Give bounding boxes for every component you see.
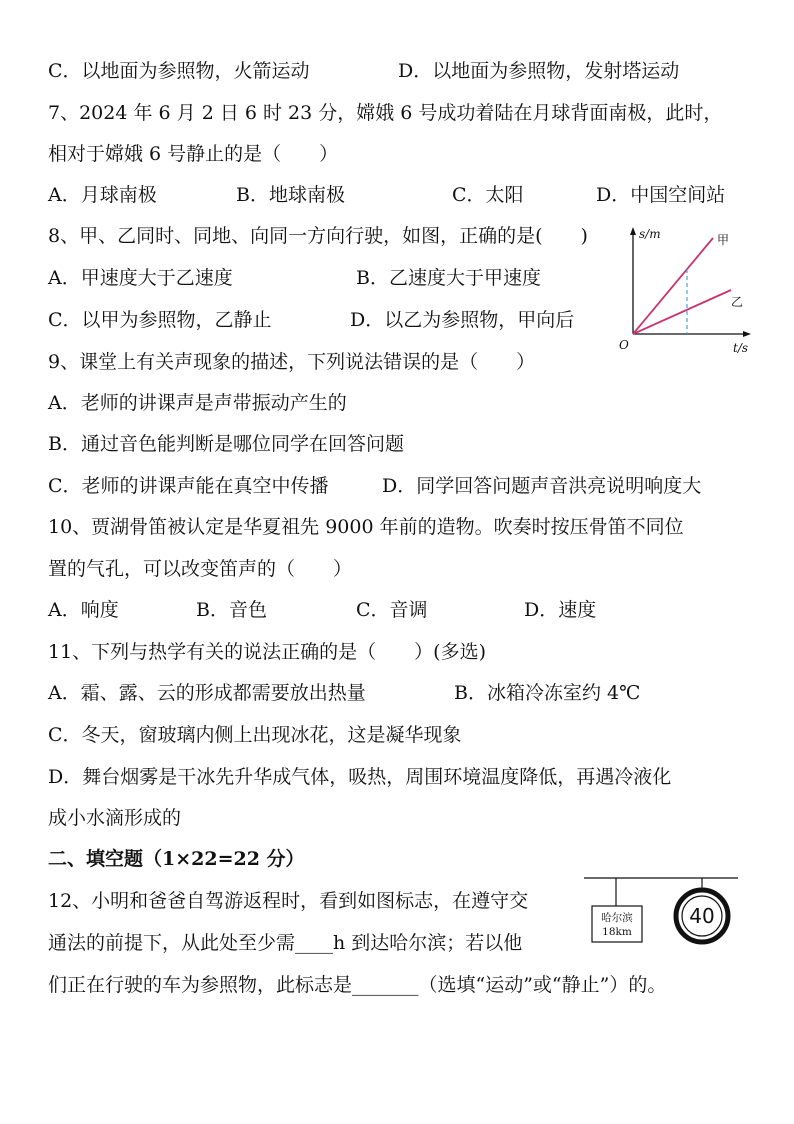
q12-road-signs bbox=[582, 876, 742, 956]
q10-option-a: A．响度 bbox=[48, 599, 119, 621]
distance-sign-distance: 18km bbox=[602, 926, 632, 938]
q11-option-b: B．冰箱冷冻室约 4℃ bbox=[454, 682, 641, 704]
q9-option-d: D．同学回答问题声音洪亮说明响度大 bbox=[382, 475, 702, 497]
q7-option-b: B．地球南极 bbox=[236, 184, 345, 206]
graph-y-arrow-icon bbox=[630, 227, 636, 235]
q8-option-b: B．乙速度大于甲速度 bbox=[356, 267, 541, 289]
q12-line-1: 12、小明和爸爸自驾游返程时，看到如图标志，在遵守交 bbox=[48, 890, 529, 912]
section-2-title: 二、填空题（1×22=22 分） bbox=[48, 848, 305, 870]
q8-stem: 8、甲、乙同时、同地、向同一方向行驶，如图，正确的是( ) bbox=[48, 225, 588, 247]
q11-option-a: A．霜、露、云的形成都需要放出热量 bbox=[48, 682, 366, 704]
q7-option-a: A．月球南极 bbox=[48, 184, 157, 206]
q10-option-c: C．音调 bbox=[356, 599, 428, 621]
q8-option-d: D．以乙为参照物，甲向后 bbox=[350, 309, 575, 331]
graph-x-axis-label: t/s bbox=[733, 341, 749, 355]
graph-y-axis-label: s/m bbox=[639, 227, 661, 241]
q8-option-a: A．甲速度大于乙速度 bbox=[48, 267, 233, 289]
q10-option-b: B．音色 bbox=[196, 599, 267, 621]
q9-option-a: A．老师的讲课声是声带振动产生的 bbox=[48, 392, 347, 414]
graph-label-yi: 乙 bbox=[731, 295, 744, 309]
q8-st-graph bbox=[615, 222, 755, 357]
q9-option-c: C．老师的讲课声能在真空中传播 bbox=[48, 475, 329, 497]
q11-stem: 11、下列与热学有关的说法正确的是（ ）(多选) bbox=[48, 641, 487, 663]
q11-option-c: C．冬天，窗玻璃内侧上出现冰花，这是凝华现象 bbox=[48, 724, 462, 746]
q9-stem: 9、课堂上有关声现象的描述，下列说法错误的是（ ） bbox=[48, 351, 536, 373]
q7-stem-line-2: 相对于嫦娥 6 号静止的是（ ） bbox=[48, 143, 339, 165]
graph-label-jia: 甲 bbox=[717, 233, 730, 247]
q7-option-d: D．中国空间站 bbox=[596, 184, 726, 206]
q7-stem-line-1: 7、2024 年 6 月 2 日 6 时 23 分，嫦娥 6 号成功着陆在月球背面南极，此时， bbox=[48, 102, 723, 124]
graph-line-jia bbox=[633, 238, 713, 334]
q10-stem-line-1: 10、贾湖骨笛被认定是华夏祖先 9000 年前的造物。吹奏时按压骨笛不同位 bbox=[48, 516, 684, 538]
q11-option-d-line-2: 成小水滴形成的 bbox=[48, 807, 182, 829]
graph-x-arrow-icon bbox=[743, 331, 751, 337]
q10-stem-line-2: 置的气孔，可以改变笛声的（ ） bbox=[48, 558, 353, 580]
q8-option-c: C．以甲为参照物，乙静止 bbox=[48, 309, 272, 331]
distance-sign-city: 哈尔滨 bbox=[601, 912, 633, 924]
q12-line-2: 通法的前提下，从此处至少需____h 到达哈尔滨；若以他 bbox=[48, 932, 523, 954]
speed-limit-value: 40 bbox=[689, 904, 715, 928]
q6-option-d: D．以地面为参照物，发射塔运动 bbox=[398, 60, 680, 82]
graph-line-yi bbox=[633, 290, 731, 334]
q10-option-d: D．速度 bbox=[524, 599, 597, 621]
q11-option-d-line-1: D．舞台烟雾是干冰先升华成气体，吸热，周围环境温度降低，再遇冷液化 bbox=[48, 766, 672, 788]
graph-origin-label: O bbox=[619, 338, 629, 352]
q7-option-c: C．太阳 bbox=[452, 184, 524, 206]
q9-option-b: B．通过音色能判断是哪位同学在回答问题 bbox=[48, 433, 404, 455]
q6-option-c: C．以地面为参照物，火箭运动 bbox=[48, 60, 310, 82]
q12-line-3: 们正在行驶的车为参照物，此标志是_______（选填“运动”或“静止”）的。 bbox=[48, 974, 667, 996]
